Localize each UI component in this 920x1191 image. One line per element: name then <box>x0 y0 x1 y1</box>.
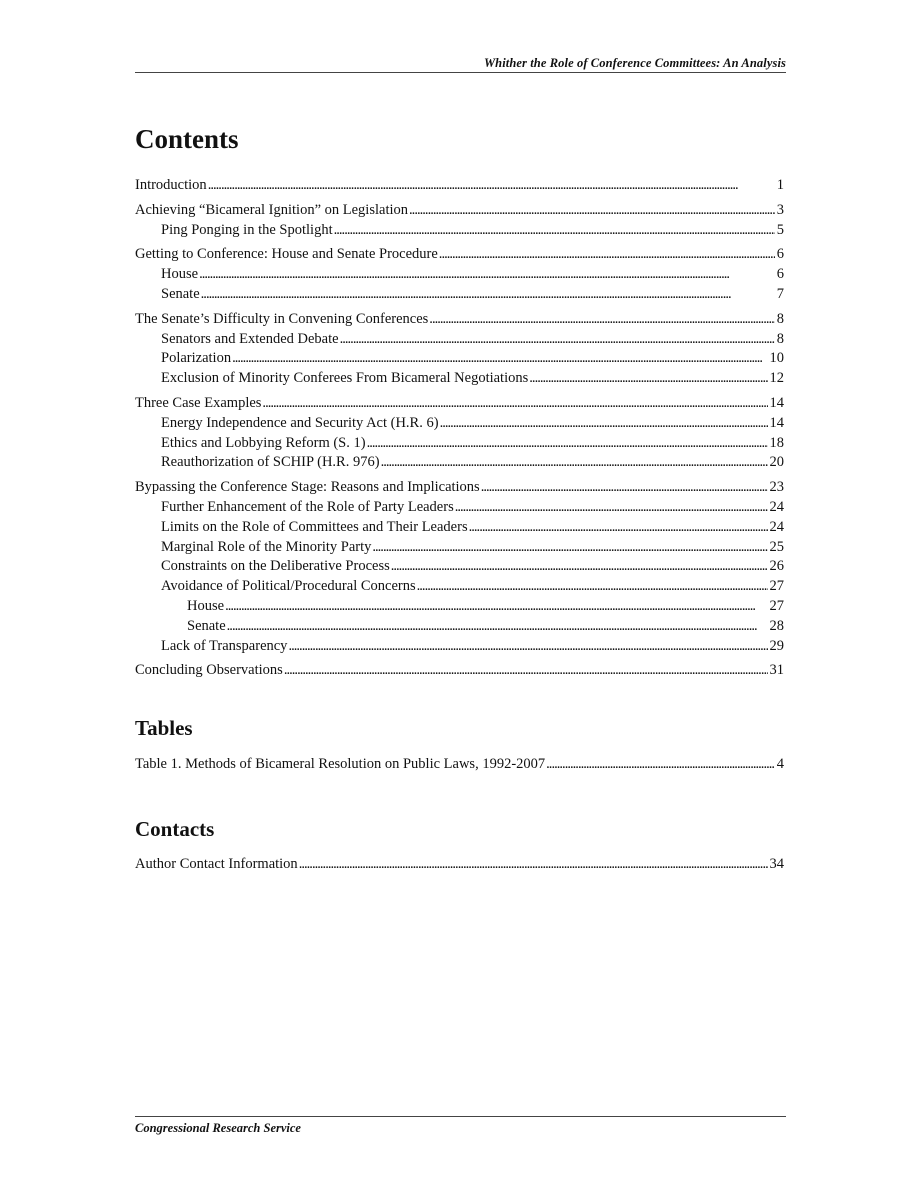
toc-entry-title: Exclusion of Minority Conferees From Bicameral Negotiations <box>161 370 529 387</box>
toc-entry-page-number: 27 <box>769 578 784 595</box>
toc-entry-page-number: 27 <box>769 597 784 614</box>
toc-entry-title: Senate <box>187 617 226 634</box>
tables-title: Tables <box>135 716 193 740</box>
contacts-list <box>135 855 784 875</box>
footer-rule <box>135 1116 786 1117</box>
toc-entry[interactable] <box>135 221 784 241</box>
dot-leader <box>546 755 775 775</box>
dot-leader <box>284 661 768 681</box>
dot-leader <box>262 394 767 414</box>
toc-entry-title: Getting to Conference: House and Senate Procedure <box>135 246 438 263</box>
toc-entry[interactable] <box>135 285 784 305</box>
dot-leader <box>201 285 775 305</box>
toc-entry-page-number: 3 <box>776 201 784 218</box>
toc-entry-title: Introduction <box>135 177 207 193</box>
dot-leader <box>429 310 774 330</box>
contents-list <box>135 176 784 681</box>
toc-entry-title: Three Case Examples <box>135 394 262 411</box>
toc-entry-page-number: 7 <box>776 285 784 302</box>
toc-entry[interactable] <box>135 349 784 369</box>
toc-entry-page-number: 20 <box>769 454 784 471</box>
toc-entry-title: Bypassing the Conference Stage: Reasons and Implications <box>135 479 480 496</box>
running-footer: Congressional Research Service <box>135 1121 301 1135</box>
toc-entry[interactable] <box>135 597 784 617</box>
dot-leader <box>481 478 768 498</box>
toc-entry-page-number: 23 <box>769 479 784 496</box>
dot-leader <box>227 617 768 637</box>
toc-entry[interactable] <box>135 755 784 775</box>
dot-leader <box>440 414 768 434</box>
toc-entry[interactable] <box>135 176 784 196</box>
toc-entry[interactable] <box>135 414 784 434</box>
toc-entry[interactable] <box>135 478 784 498</box>
toc-entry-page-number: 6 <box>776 266 784 283</box>
toc-entry-page-number: 6 <box>776 246 784 263</box>
dot-leader <box>469 518 768 538</box>
toc-entry-page-number: 8 <box>776 310 784 327</box>
toc-entry-page-number: 18 <box>769 434 784 451</box>
toc-entry-title: Ping Ponging in the Spotlight <box>161 221 333 238</box>
toc-entry-page-number: 4 <box>776 756 784 772</box>
dot-leader <box>417 577 768 597</box>
toc-entry-page-number: 28 <box>769 617 784 634</box>
toc-entry-title: Achieving “Bicameral Ignition” on Legislation <box>135 201 409 218</box>
contacts-title: Contacts <box>135 817 215 841</box>
toc-entry[interactable] <box>135 310 784 330</box>
toc-entry-page-number: 5 <box>776 221 784 238</box>
toc-entry-title: Avoidance of Political/Procedural Concerns <box>161 578 416 595</box>
dot-leader <box>381 453 768 473</box>
toc-entry-title: Author Contact Information <box>135 856 298 872</box>
toc-entry[interactable] <box>135 855 784 875</box>
toc-entry[interactable] <box>135 394 784 414</box>
toc-entry[interactable] <box>135 577 784 597</box>
toc-entry[interactable] <box>135 661 784 681</box>
toc-entry-title: House <box>161 266 199 283</box>
toc-entry-title: Further Enhancement of the Role of Party Leaders <box>161 498 454 515</box>
dot-leader <box>225 597 767 617</box>
toc-entry[interactable] <box>135 369 784 389</box>
toc-entry-title: Energy Independence and Security Act (H.R. 6) <box>161 414 439 431</box>
toc-entry[interactable] <box>135 637 784 657</box>
dot-leader <box>208 176 775 196</box>
toc-entry-title: The Senate’s Difficulty in Convening Conferences <box>135 310 429 327</box>
toc-entry-title: House <box>187 597 225 614</box>
toc-entry[interactable] <box>135 498 784 518</box>
toc-entry-page-number: 24 <box>769 498 784 515</box>
dot-leader <box>334 221 775 241</box>
toc-entry-title: Reauthorization of SCHIP (H.R. 976) <box>161 454 380 471</box>
toc-entry[interactable] <box>135 617 784 637</box>
toc-entry[interactable] <box>135 434 784 454</box>
tables-list <box>135 755 784 775</box>
toc-entry-page-number: 8 <box>776 330 784 347</box>
toc-entry-page-number: 14 <box>769 414 784 431</box>
toc-entry[interactable] <box>135 201 784 221</box>
toc-entry-page-number: 24 <box>769 518 784 535</box>
toc-entry-title: Table 1. Methods of Bicameral Resolution on Public Laws, 1992-2007 <box>135 756 546 772</box>
dot-leader <box>367 434 768 454</box>
dot-leader <box>391 557 768 577</box>
toc-entry-title: Senators and Extended Debate <box>161 330 339 347</box>
toc-entry-page-number: 26 <box>769 558 784 575</box>
toc-entry[interactable] <box>135 557 784 577</box>
dot-leader <box>372 538 767 558</box>
contents-title: Contents <box>135 124 239 154</box>
dot-leader <box>439 245 775 265</box>
dot-leader <box>299 855 768 875</box>
header-rule <box>135 72 786 73</box>
toc-entry-page-number: 1 <box>776 177 784 193</box>
toc-entry[interactable] <box>135 453 784 473</box>
toc-entry-page-number: 14 <box>769 394 784 411</box>
toc-entry-page-number: 29 <box>769 637 784 654</box>
toc-entry-title: Senate <box>161 285 200 302</box>
toc-entry-title: Concluding Observations <box>135 662 283 679</box>
toc-entry-page-number: 34 <box>769 856 784 872</box>
dot-leader <box>288 637 767 657</box>
dot-leader <box>199 265 775 285</box>
dot-leader <box>529 369 767 389</box>
toc-entry-page-number: 25 <box>769 538 784 555</box>
toc-entry-page-number: 10 <box>769 350 784 367</box>
toc-entry-title: Lack of Transparency <box>161 637 288 654</box>
dot-leader <box>455 498 768 518</box>
toc-entry-title: Polarization <box>161 350 232 367</box>
toc-entry-page-number: 12 <box>769 370 784 387</box>
running-header: Whither the Role of Conference Committees: An Analysis <box>483 56 786 70</box>
toc-entry[interactable] <box>135 265 784 285</box>
toc-entry-title: Constraints on the Deliberative Process <box>161 558 390 575</box>
dot-leader <box>340 330 775 350</box>
toc-entry-title: Marginal Role of the Minority Party <box>161 538 372 555</box>
toc-entry-title: Ethics and Lobbying Reform (S. 1) <box>161 434 366 451</box>
dot-leader <box>232 349 767 369</box>
toc-entry[interactable] <box>135 538 784 558</box>
toc-entry[interactable] <box>135 245 784 265</box>
dot-leader <box>409 201 775 221</box>
toc-entry[interactable] <box>135 518 784 538</box>
toc-entry[interactable] <box>135 330 784 350</box>
toc-entry-page-number: 31 <box>769 662 784 679</box>
toc-entry-title: Limits on the Role of Committees and Their Leaders <box>161 518 468 535</box>
